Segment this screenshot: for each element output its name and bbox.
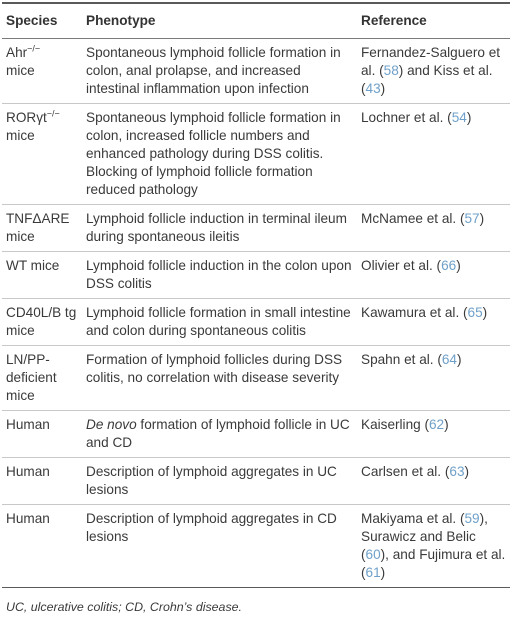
phenotype-cell: Lymphoid follicle induction in terminal ileum during spontaneous ileitis <box>82 205 357 252</box>
header-row <box>2 3 510 39</box>
header-species: Species <box>2 3 82 39</box>
citation-link[interactable]: 64 <box>441 352 457 367</box>
table-row <box>2 346 510 411</box>
table-footnote: UC, ulcerative colitis; CD, Crohn’s disease. <box>6 600 242 614</box>
reference-cell: Lochner et al. (54) <box>357 104 510 205</box>
phenotype-cell: Spontaneous lymphoid follicle formation in colon, increased follicle numbers and enhanced pathology during DSS colitis. Blocking of lymphoid follicle formation reduced pathology <box>82 104 357 205</box>
reference-cell: Spahn et al. (64) <box>357 346 510 411</box>
citation-link[interactable]: 54 <box>451 110 467 125</box>
reference-cell: McNamee et al. (57) <box>357 205 510 252</box>
citation-link[interactable]: 43 <box>365 81 381 96</box>
citation-link[interactable]: 62 <box>429 417 445 432</box>
reference-cell: Carlsen et al. (63) <box>357 458 510 505</box>
citation-link[interactable]: 63 <box>449 464 465 479</box>
species-cell: LN/PP-deficient mice <box>2 346 82 411</box>
species-cell: TNFΔARE mice <box>2 205 82 252</box>
species-cell: Human <box>2 411 82 458</box>
table-row <box>2 39 510 104</box>
phenotype-cell: Formation of lymphoid follicles during DSS colitis, no correlation with disease severity <box>82 346 357 411</box>
table-row <box>2 299 510 346</box>
data-table <box>2 2 510 588</box>
reference-cell: Fernandez-Salguero et al. (58) and Kiss et al. (43) <box>357 39 510 104</box>
phenotype-cell: Description of lymphoid aggregates in UC lesions <box>82 458 357 505</box>
header-phenotype: Phenotype <box>82 3 357 39</box>
table-row <box>2 205 510 252</box>
citation-link[interactable]: 61 <box>365 565 381 580</box>
table-row <box>2 252 510 299</box>
table-row <box>2 411 510 458</box>
phenotype-cell: Spontaneous lymphoid follicle formation in colon, anal prolapse, and increased intestinal inflammation upon infection <box>82 39 357 104</box>
species-cell: WT mice <box>2 252 82 299</box>
table-row <box>2 458 510 505</box>
table-row <box>2 505 510 588</box>
phenotype-cell: De novo formation of lymphoid follicle in UC and CD <box>82 411 357 458</box>
citation-link[interactable]: 57 <box>464 211 480 226</box>
reference-cell: Kawamura et al. (65) <box>357 299 510 346</box>
phenotype-cell: Lymphoid follicle formation in small intestine and colon during spontaneous colitis <box>82 299 357 346</box>
citation-link[interactable]: 66 <box>441 258 457 273</box>
citation-link[interactable]: 65 <box>467 305 483 320</box>
species-cell: Human <box>2 505 82 588</box>
reference-cell: Kaiserling (62) <box>357 411 510 458</box>
citation-link[interactable]: 59 <box>464 511 480 526</box>
species-cell: Ahr−/− mice <box>2 39 82 104</box>
table-row <box>2 104 510 205</box>
citation-link[interactable]: 60 <box>365 547 381 562</box>
reference-cell: Makiyama et al. (59), Surawicz and Belic (60), and Fujimura et al. (61) <box>357 505 510 588</box>
header-reference: Reference <box>357 3 510 39</box>
species-cell: CD40L/B tg mice <box>2 299 82 346</box>
species-cell: Human <box>2 458 82 505</box>
citation-link[interactable]: 58 <box>383 63 399 78</box>
phenotype-cell: Description of lymphoid aggregates in CD lesions <box>82 505 357 588</box>
phenotype-cell: Lymphoid follicle induction in the colon upon DSS colitis <box>82 252 357 299</box>
reference-cell: Olivier et al. (66) <box>357 252 510 299</box>
species-cell: RORγt−/− mice <box>2 104 82 205</box>
